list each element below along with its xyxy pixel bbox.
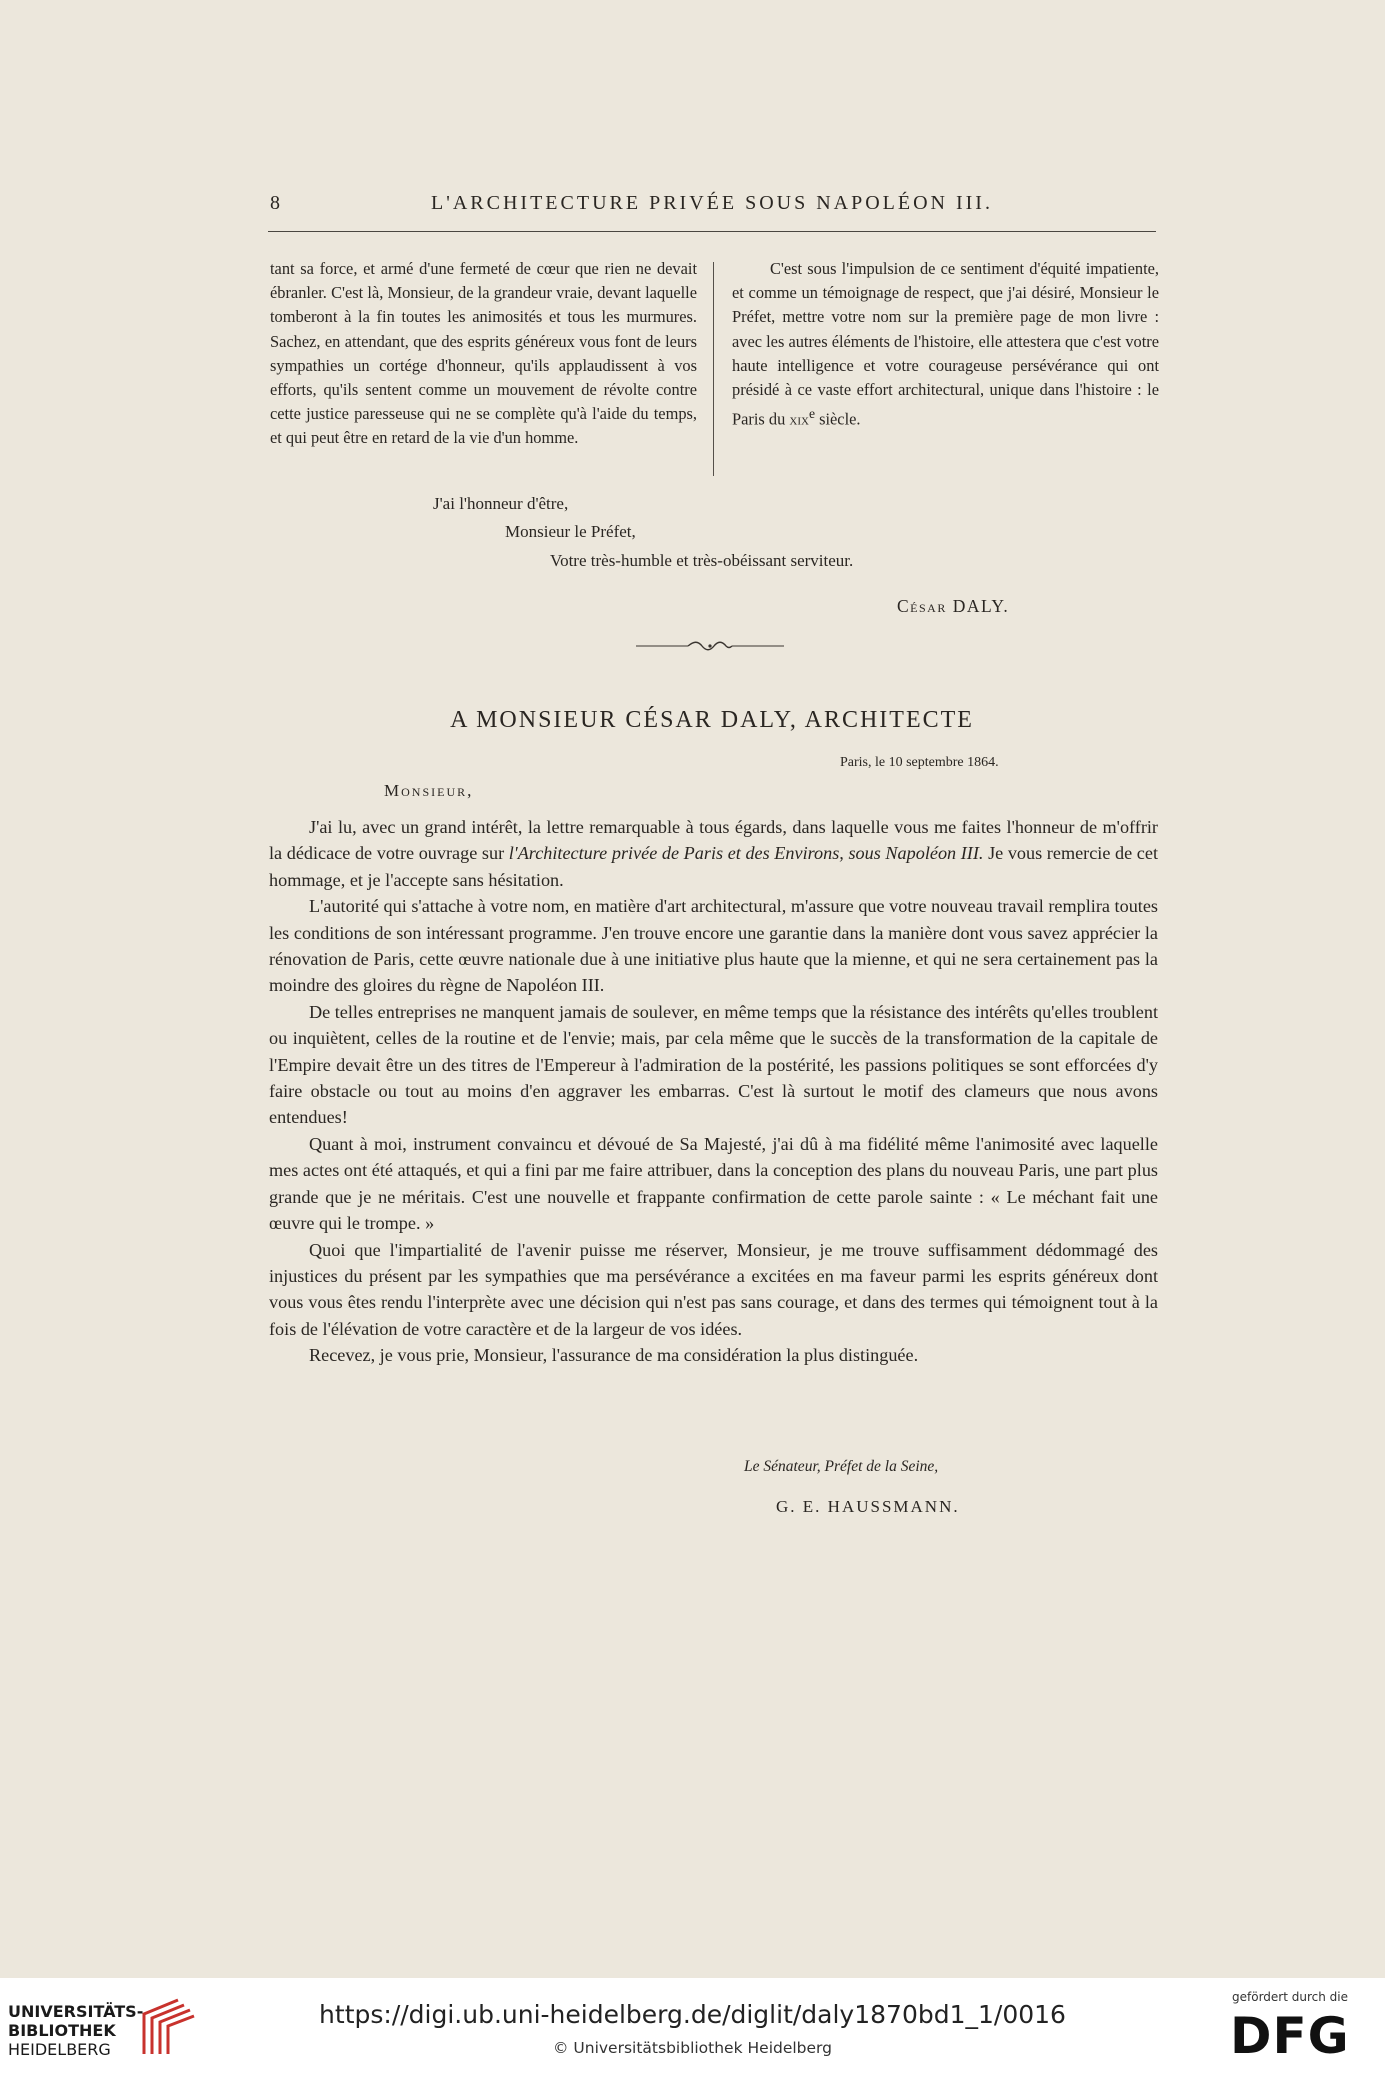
letter2-paragraph-2: L'autorité qui s'attache à votre nom, en matière d'art architectural, m'assure que votre nouveau travail remplira toutes les conditions de son intéressant programme. J'en trouve encore une garantie dans la manière dont vous savez apprécier la rénovation de Paris, cette œuvre nationale due à une initiative plus haute que la mienne, et qui ne sera certainement pas la moindre des gloires du règne de Napoléon III. bbox=[269, 896, 1158, 996]
copyright-notice: © Universitätsbibliothek Heidelberg bbox=[552, 2039, 832, 2057]
letter1-right-column bbox=[732, 257, 1159, 432]
letter1-left-paragraph: tant sa force, et armé d'une fermeté de cœur que rien ne devait ébranler. C'est là, Monsieur, de la grandeur vraie, devant laquelle tomberont à la fin toutes les animosités et tous les murmures. Sachez, en attendant, que des esprits généreux vous font de leurs sympathies un cortége d'honneur, qu'ils applaudissent à vos efforts, qu'ils sentent comme un mouvement de révolte contre cette justice paresseuse qui ne se complète qu'à l'aide du temps, et qui peut être en retard de la vie d'un homme. bbox=[270, 259, 697, 448]
library-line-2: BIBLIOTHEK bbox=[8, 2021, 116, 2040]
letter2-title: A MONSIEUR CÉSAR DALY, ARCHITECTE bbox=[450, 707, 974, 733]
letter2-dateline: Paris, le 10 septembre 1864. bbox=[840, 755, 999, 770]
permalink-url[interactable]: https://digi.ub.uni-heidelberg.de/diglit/daly1870bd1_1/0016 bbox=[319, 2000, 1066, 2029]
closing-line-1: J'ai l'honneur d'être, bbox=[433, 494, 569, 513]
running-header bbox=[268, 192, 1156, 218]
letter2-paragraph-6: Recevez, je vous prie, Monsieur, l'assurance de ma considération la plus distinguée. bbox=[309, 1345, 919, 1366]
column-divider bbox=[713, 262, 714, 476]
letter2-body bbox=[269, 814, 1158, 1369]
running-title: L'ARCHITECTURE PRIVÉE SOUS NAPOLÉON III. bbox=[431, 192, 993, 214]
library-line-3: HEIDELBERG bbox=[8, 2040, 111, 2059]
letter1-right-paragraph: C'est sous l'impulsion de ce sentiment d'équité impatiente, et comme un témoignage de respect, que j'ai désiré, Monsieur le Préfet, mettre votre nom sur la première page de mon livre : avec les autres éléments de l'histoire, elle attestera que c'est votre haute intelligence et votre courageuse persévérance qui ont présidé à ce vaste effort architectural, unique dans l'histoire : le Paris du xix$^e$ siècle. bbox=[732, 259, 1159, 429]
viewer-footer bbox=[0, 1978, 1385, 2076]
letter2-signature-name: G. E. HAUSSMANN. bbox=[776, 1497, 960, 1516]
header-rule bbox=[268, 231, 1156, 232]
dfg-logo: DFG bbox=[1230, 2007, 1350, 2065]
letter1-signature: César DALY. bbox=[897, 596, 1010, 616]
fleuron-divider-icon bbox=[636, 639, 784, 653]
closing-line-3: Votre très-humble et très-obéissant serviteur. bbox=[550, 551, 854, 570]
letter1-left-column bbox=[270, 257, 697, 451]
closing-line-2: Monsieur le Préfet, bbox=[505, 522, 636, 541]
page-number: 8 bbox=[270, 192, 280, 214]
library-line-1: UNIVERSITÄTS- bbox=[8, 2002, 144, 2021]
funder-label: gefördert durch die bbox=[1232, 1990, 1348, 2004]
letter2-paragraph-1: J'ai lu, avec un grand intérêt, la lettre remarquable à tous égards, dans laquelle vous me faites l'honneur de m'offrir la dédicace de votre ouvrage sur l'Architecture privée de Paris et des Environs, sous Napoléon III. Je vous remercie de cet hommage, et je l'accepte sans hésitation. bbox=[269, 817, 1159, 890]
letter2-salutation: Monsieur, bbox=[384, 781, 474, 800]
letter2-signature-title: Le Sénateur, Préfet de la Seine, bbox=[744, 1458, 939, 1475]
century-superscript: e bbox=[808, 406, 815, 422]
letter2-paragraph-5: Quoi que l'impartialité de l'avenir puisse me réserver, Monsieur, je me trouve suffisamment dédommagé des injustices du présent par les sympathies que ma persévérance a excitées en ma faveur parmi les esprits généreux dont vous vous êtes rendu l'interprète avec une décision qui n'est pas sans courage, et dans des termes qui témoignent tout à la fois de l'élévation de votre caractère et de la largeur de vos idées. bbox=[269, 1239, 1158, 1339]
letter2-paragraph-3: De telles entreprises ne manquent jamais de soulever, en même temps que la résistance des intérêts qu'elles troublent ou inquiètent, celles de la routine et de l'envie; mais, par cela même que le succès de la transformation de la capitale de l'Empire devait être un des titres de l'Empereur à l'admiration de la postérité, les passions politiques se sont efforcées d'y faire obstacle ou tout au moins d'en aggraver les embarras. C'est là surtout le motif des clameurs que nous avons entendues! bbox=[269, 1001, 1158, 1128]
century-numeral: xix bbox=[789, 409, 809, 429]
letter2-paragraph-4: Quant à moi, instrument convaincu et dévoué de Sa Majesté, j'ai dû à ma fidélité même l'animosité avec laquelle mes actes ont été attaqués, et qui a fini par me faire attribuer, dans la conception des plans du nouveau Paris, une part plus grande que je ne méritais. C'est une nouvelle et frappante confirmation de cette parole sainte : « Le méchant fait une œuvre qui le trompe. » bbox=[269, 1133, 1158, 1234]
book-title: l'Architecture privée de Paris et des Environs, sous Napoléon III. bbox=[508, 843, 984, 864]
